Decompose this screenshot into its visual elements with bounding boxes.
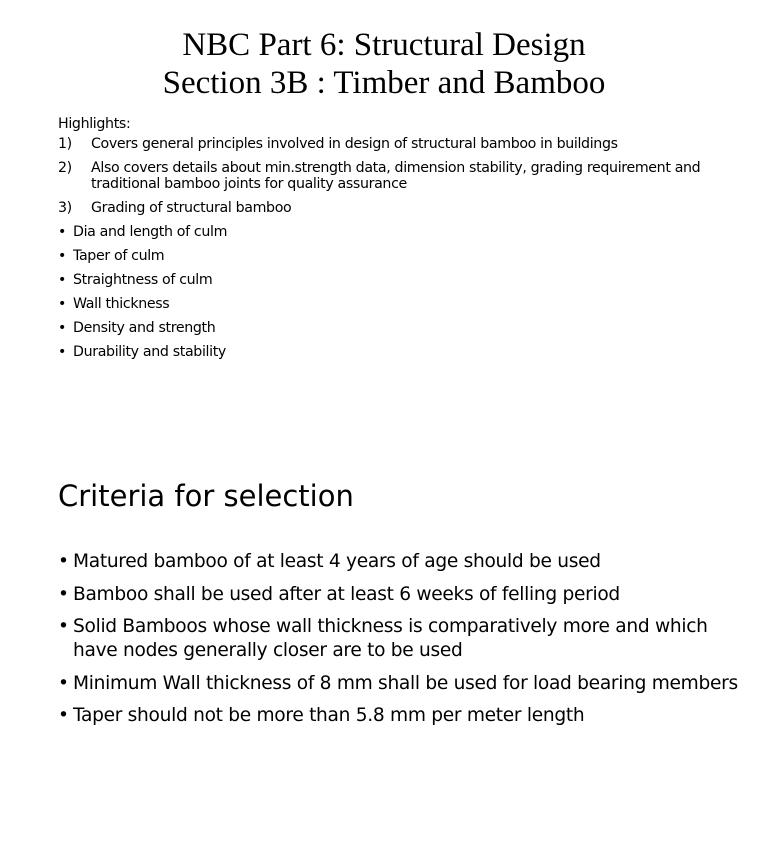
bullet-text: Density and strength [73,320,216,336]
title-line-1: NBC Part 6: Structural Design [182,27,586,63]
bullet-item [58,248,738,264]
item-number: 3) [58,200,72,216]
bullet-text: Taper should not be more than 5.8 mm per meter length [73,705,585,726]
bullet-text: Taper of culm [73,248,165,264]
bullet-text: Wall thickness [73,296,170,312]
bullet-item [58,550,738,574]
bullet-item [58,344,738,360]
item-text: Covers general principles involved in design of structural bamboo in buildings [91,136,618,152]
numbered-item [58,200,738,216]
bullet-text: Matured bamboo of at least 4 years of age should be used [73,551,601,572]
bullet-item [58,320,738,336]
criteria-list [58,550,738,737]
bullet-dot: • [58,224,67,240]
bullet-item [58,704,738,728]
bullet-dot: • [58,705,69,726]
bullet-text: Minimum Wall thickness of 8 mm shall be used for load bearing members [73,672,738,694]
bullet-text: Solid Bamboos whose wall thickness is comparatively more and which have nodes generally closer are to be used [73,616,708,661]
bullet-item [58,615,738,663]
numbered-item [58,160,738,192]
item-text: Grading of structural bamboo [91,200,292,216]
bullet-item [58,296,738,312]
bullet-text: Bamboo shall be used after at least 6 weeks of felling period [73,583,620,605]
highlights-block [58,114,738,368]
item-text: Also covers details about min.strength data, dimension stability, grading requirement and traditional bamboo joints for quality assurance [91,160,701,192]
bullet-dot: • [58,551,69,572]
bullet-dot: • [58,672,69,694]
bullet-dot: • [58,320,67,336]
bullet-dot: • [58,616,69,637]
bullet-item [58,583,738,607]
bullet-text: Straightness of culm [73,272,213,288]
bullet-item [58,224,738,240]
bullet-item [58,672,738,696]
slide-title: Criteria for selection [58,479,354,513]
slide-criteria-for-selection [0,430,768,866]
item-number: 2) [58,160,72,176]
bullet-dot: • [58,296,67,312]
bullet-dot: • [58,272,67,288]
title-line-2: Section 3B : Timber and Bamboo [162,65,606,101]
bullet-text: Dia and length of culm [73,224,228,240]
slide-title [0,26,768,102]
highlights-heading: Highlights: [58,116,131,132]
bullet-text: Durability and stability [73,344,226,360]
bullet-item [58,272,738,288]
item-number: 1) [58,136,72,152]
bullet-dot: • [58,344,67,360]
bullet-dot: • [58,583,69,605]
bullet-dot: • [58,248,67,264]
slide-nbc-part-6 [0,0,768,430]
numbered-item [58,136,738,152]
